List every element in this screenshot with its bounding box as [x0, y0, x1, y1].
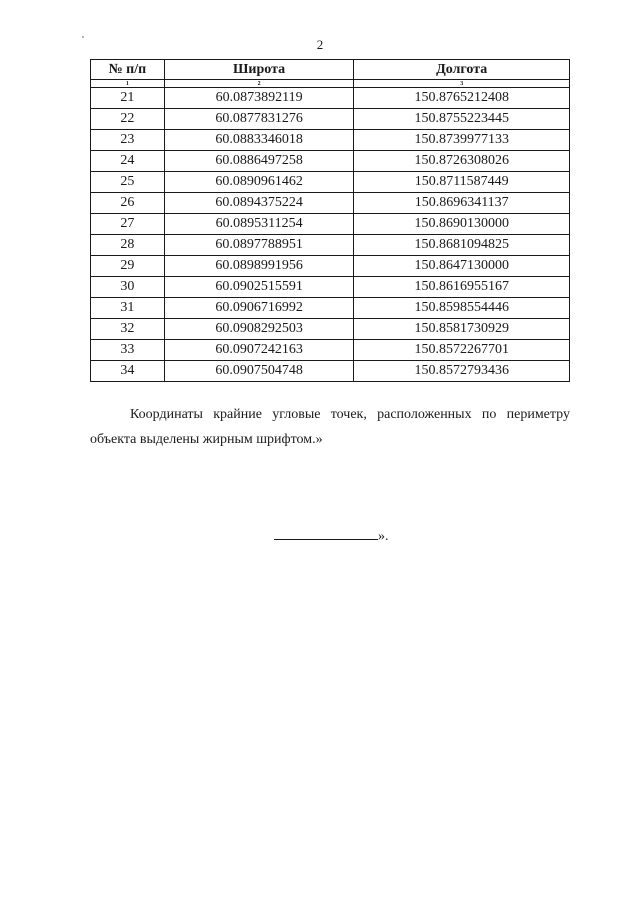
column-number: 1: [91, 80, 165, 88]
page-number: 2: [316, 37, 324, 52]
latitude-cell: 60.0895311254: [164, 214, 354, 235]
table-row: [91, 361, 570, 382]
table-row: [91, 109, 570, 130]
table-row: [91, 256, 570, 277]
latitude-cell: 60.0877831276: [164, 109, 354, 130]
table-row: [91, 319, 570, 340]
longitude-cell: 150.8755223445: [354, 109, 570, 130]
row-number: 23: [91, 130, 165, 151]
latitude-cell: 60.0894375224: [164, 193, 354, 214]
column-number-row: [91, 80, 570, 88]
signature-blank: [274, 526, 378, 540]
latitude-cell: 60.0902515591: [164, 277, 354, 298]
longitude-cell: 150.8647130000: [354, 256, 570, 277]
longitude-cell: 150.8696341137: [354, 193, 570, 214]
table-row: [91, 130, 570, 151]
table-header-row: [91, 60, 570, 80]
latitude-cell: 60.0886497258: [164, 151, 354, 172]
row-number: 34: [91, 361, 165, 382]
header-longitude: Долгота: [354, 60, 570, 80]
closing-suffix: ».: [378, 529, 389, 544]
header-latitude: Широта: [164, 60, 354, 80]
longitude-cell: 150.8726308026: [354, 151, 570, 172]
latitude-cell: 60.0907242163: [164, 340, 354, 361]
coordinates-table: [90, 59, 570, 382]
latitude-cell: 60.0898991956: [164, 256, 354, 277]
longitude-cell: 150.8681094825: [354, 235, 570, 256]
row-number: 25: [91, 172, 165, 193]
latitude-cell: 60.0890961462: [164, 172, 354, 193]
latitude-cell: 60.0897788951: [164, 235, 354, 256]
table-row: [91, 214, 570, 235]
longitude-cell: 150.8711587449: [354, 172, 570, 193]
table-row: [91, 235, 570, 256]
latitude-cell: 60.0883346018: [164, 130, 354, 151]
table-row: [91, 298, 570, 319]
longitude-cell: 150.8690130000: [354, 214, 570, 235]
longitude-cell: 150.8598554446: [354, 298, 570, 319]
row-number: 27: [91, 214, 165, 235]
row-number: 26: [91, 193, 165, 214]
column-number: 3: [354, 80, 570, 88]
row-number: 33: [91, 340, 165, 361]
row-number: 22: [91, 109, 165, 130]
longitude-cell: 150.8739977133: [354, 130, 570, 151]
table-row: [91, 151, 570, 172]
table-row: [91, 340, 570, 361]
row-number: 29: [91, 256, 165, 277]
table-row: [91, 193, 570, 214]
table-body: [91, 88, 570, 382]
longitude-cell: 150.8581730929: [354, 319, 570, 340]
table-row: [91, 172, 570, 193]
latitude-cell: 60.0906716992: [164, 298, 354, 319]
note-paragraph: Координаты крайние угловые точек, расположенных по периметру объекта выделены жирным шрифтом.»: [90, 407, 570, 447]
latitude-cell: 60.0873892119: [164, 88, 354, 109]
table-row: [91, 277, 570, 298]
latitude-cell: 60.0907504748: [164, 361, 354, 382]
latitude-cell: 60.0908292503: [164, 319, 354, 340]
row-number: 28: [91, 235, 165, 256]
row-number: 30: [91, 277, 165, 298]
row-number: 31: [91, 298, 165, 319]
closing-line: [274, 526, 389, 545]
longitude-cell: 150.8572267701: [354, 340, 570, 361]
longitude-cell: 150.8572793436: [354, 361, 570, 382]
longitude-cell: 150.8765212408: [354, 88, 570, 109]
header-number: № п/п: [91, 60, 165, 80]
column-number: 2: [164, 80, 354, 88]
longitude-cell: 150.8616955167: [354, 277, 570, 298]
table-row: [91, 88, 570, 109]
row-number: 21: [91, 88, 165, 109]
row-number: 32: [91, 319, 165, 340]
row-number: 24: [91, 151, 165, 172]
